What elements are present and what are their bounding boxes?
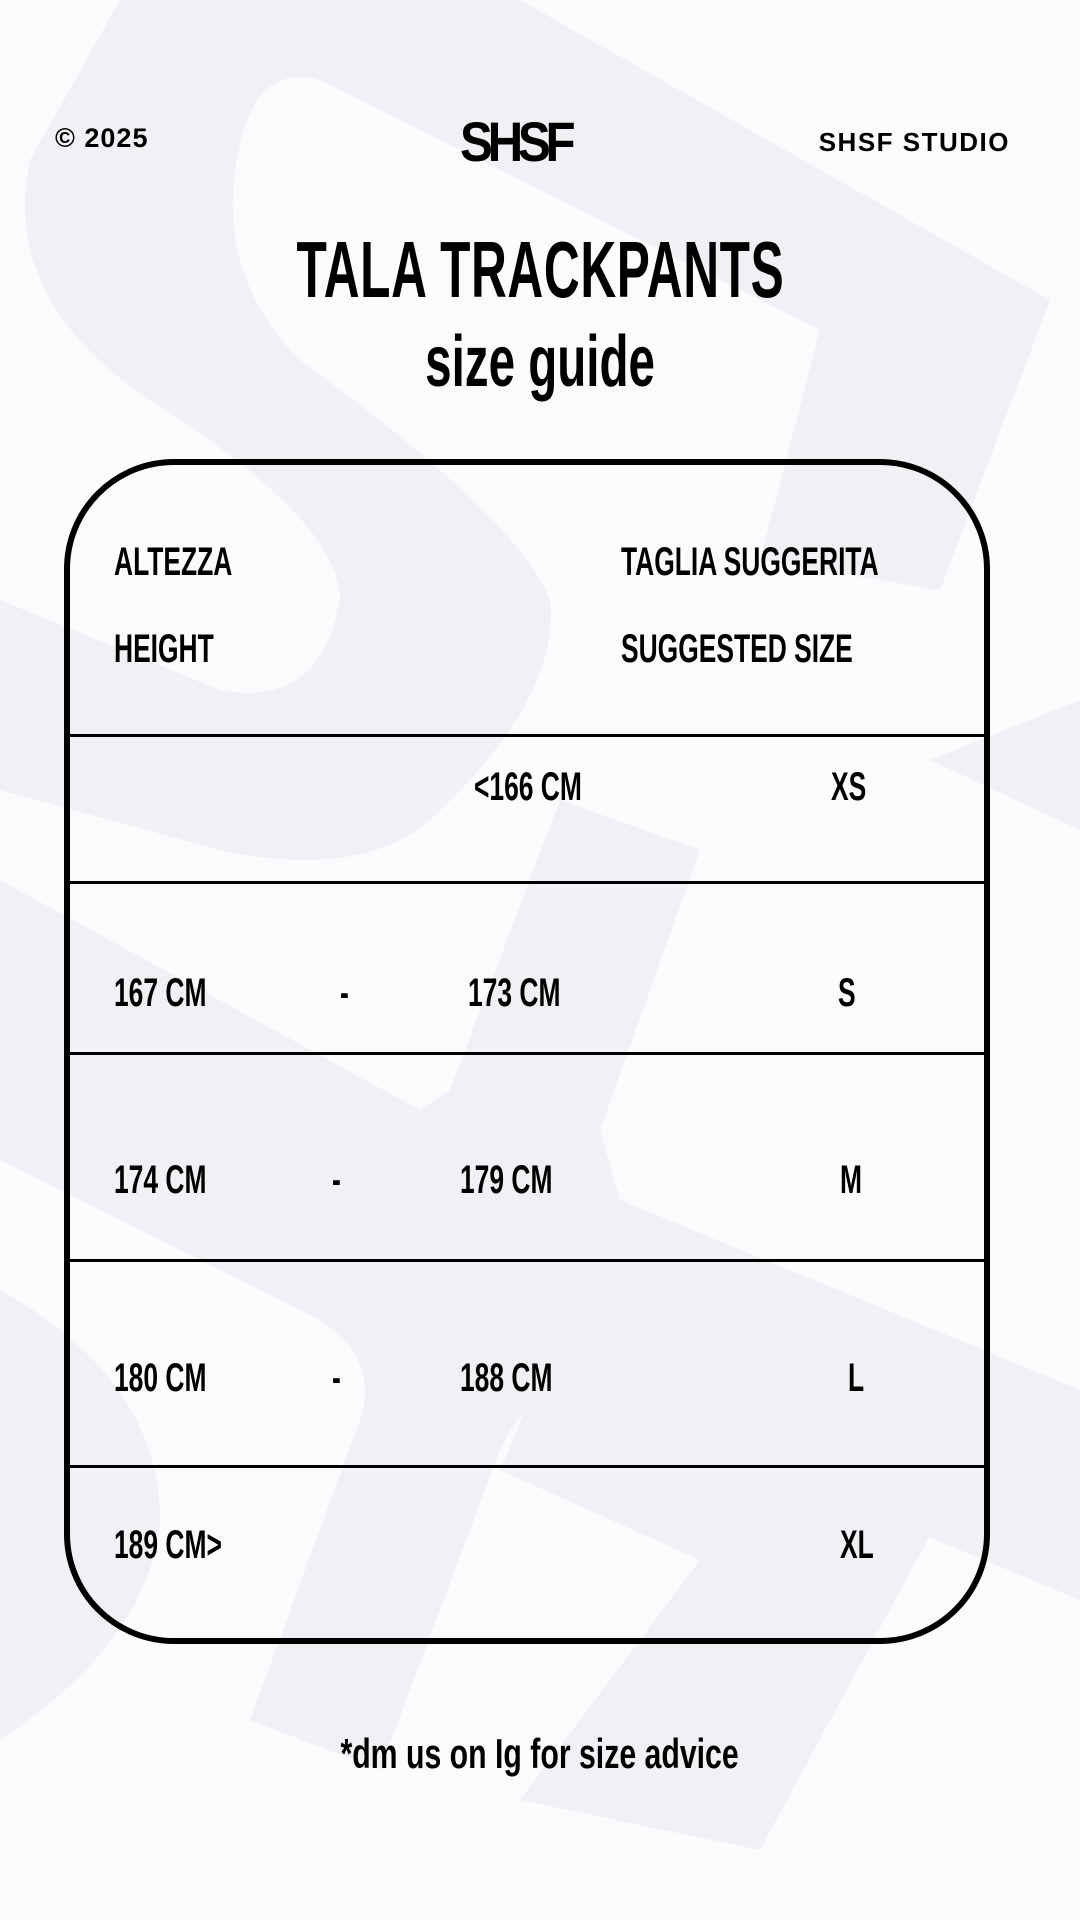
copyright-text: © 2025 [55,123,149,153]
page-title-text: TALA TRACKPANTS [296,225,784,314]
brand-logo-text: SHSF [460,110,571,173]
height-range-to: 173 CM [468,971,561,1015]
height-range-dash: - [332,1356,341,1400]
size-advice-text: *dm us on Ig for size advice [340,1730,740,1777]
suggested-size: XS [831,765,867,809]
suggested-size: S [838,971,856,1015]
table-divider [66,1052,988,1055]
page-subtitle [0,322,1080,402]
height-range-to: 188 CM [460,1356,553,1400]
header-height-italian: ALTEZZA [114,540,233,584]
suggested-size: L [848,1356,865,1400]
height-range-from: 167 CM [114,971,207,1015]
header-size-english: SUGGESTED SIZE [621,627,853,671]
header-height-english: HEIGHT [114,627,214,671]
height-range-dash: - [332,1158,341,1202]
height-range-from: 189 CM> [114,1523,222,1567]
size-advice-note [0,1730,1080,1778]
height-range-dash: - [340,971,349,1015]
table-divider [66,734,988,737]
header-size-italian: TAGLIA SUGGERITA [621,540,879,584]
suggested-size: M [840,1158,862,1202]
table-divider [66,1259,988,1262]
page-subtitle-text: size guide [425,322,655,402]
height-range-to: <166 CM [474,765,582,809]
suggested-size: XL [840,1523,874,1567]
height-range-to: 179 CM [460,1158,553,1202]
height-range-from: 180 CM [114,1356,207,1400]
table-divider [66,881,988,884]
table-divider [66,1465,988,1468]
studio-name: SHSF STUDIO [818,127,1010,157]
page-title [0,226,1080,314]
brand-logo [460,110,600,173]
height-range-from: 174 CM [114,1158,207,1202]
